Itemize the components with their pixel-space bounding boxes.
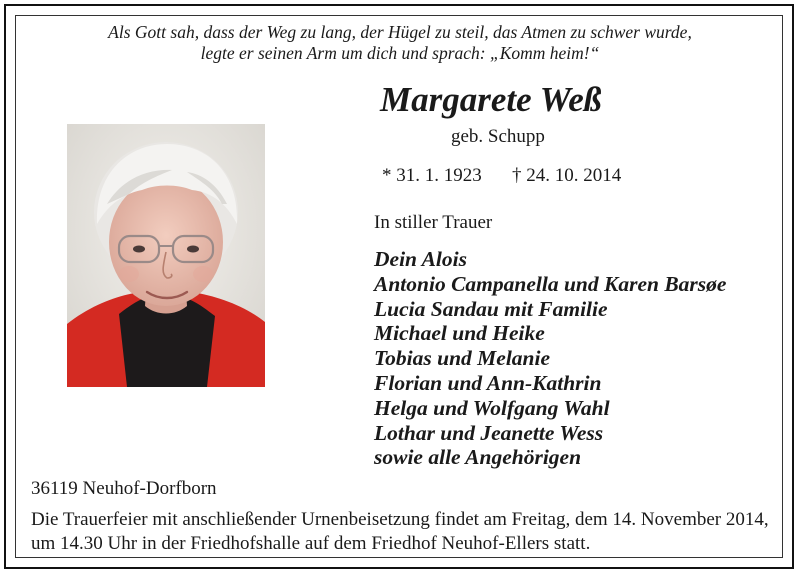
portrait-illustration (67, 124, 265, 387)
quote-line-2: legte er seinen Arm um dich und sprach: „Komm heim!“ (200, 43, 600, 63)
mourner-entry: Lothar und Jeanette Wess (374, 420, 604, 445)
birth-date: * 31. 1. 1923 (382, 165, 482, 186)
portrait-photo (67, 124, 265, 387)
mourner-entry: Helga und Wolfgang Wahl (374, 395, 610, 420)
death-date: † 24. 10. 2014 (512, 165, 622, 186)
ceremony-line-2: um 14.30 Uhr in der Friedhofshalle auf dem Friedhof Neuhof-Ellers statt. (31, 533, 591, 554)
ceremony-line-1: Die Trauerfeier mit anschließender Urnenbeisetzung findet am Freitag, dem 14. November 2014, (31, 509, 769, 530)
mourner-entry: Lucia Sandau mit Familie (374, 296, 608, 321)
maiden-name: geb. Schupp (451, 126, 545, 147)
mourning-intro: In stiller Trauer (374, 212, 493, 233)
quote-line-1: Als Gott sah, dass der Weg zu lang, der Hügel zu steil, das Atmen zu schwer wurde, (108, 22, 692, 42)
mourner-entry: Florian und Ann-Kathrin (374, 370, 602, 395)
deceased-name: Margarete Weß (380, 80, 602, 119)
mourner-entry: sowie alle Angehörigen (374, 445, 582, 470)
mourner-entry: Tobias und Melanie (374, 346, 551, 371)
mourner-entry: Dein Alois (374, 247, 467, 271)
memorial-quote (0, 22, 800, 64)
ceremony-info (31, 508, 776, 556)
mourner-entry: Michael und Heike (374, 321, 545, 346)
residence-place: 36119 Neuhof-Dorfborn (31, 478, 217, 499)
mourner-entry: Antonio Campanella und Karen Barsøe (374, 271, 727, 296)
mourners-list (374, 247, 726, 470)
